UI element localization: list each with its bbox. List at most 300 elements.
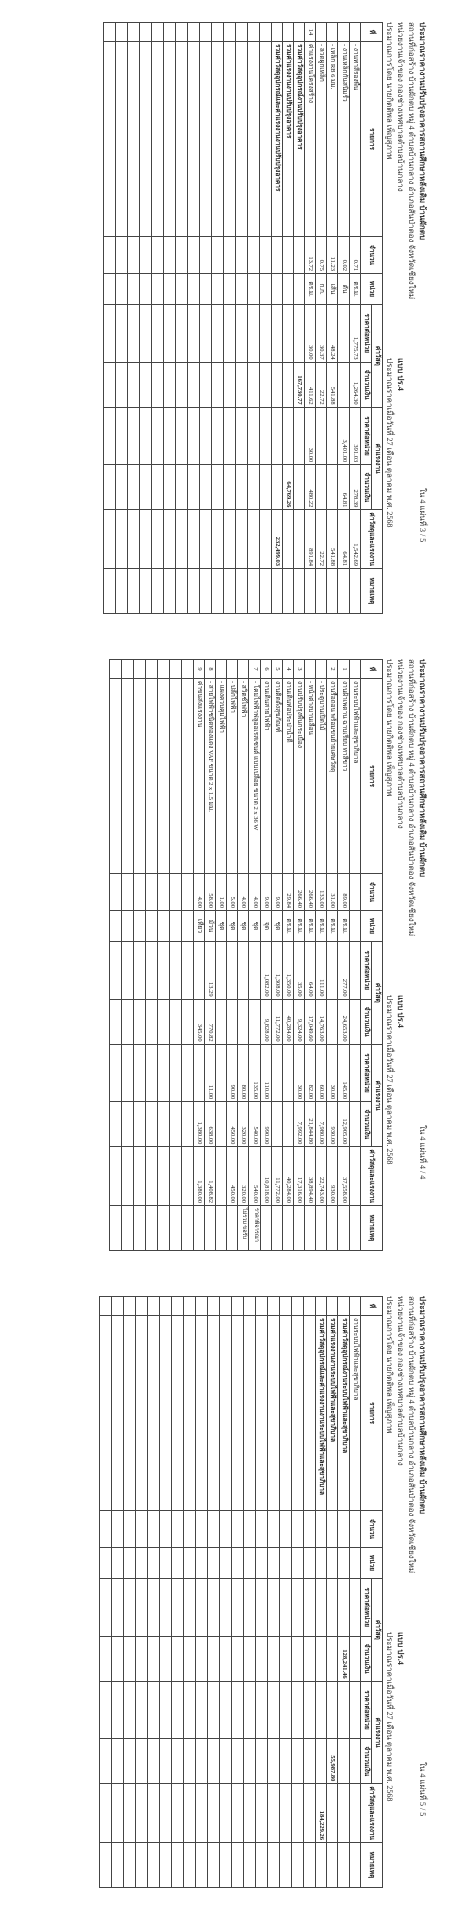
sheet-number: 5 / 5 [418,1801,427,1816]
cell-empty [115,510,127,569]
cell-l-amt [349,1738,360,1783]
cell-empty [163,305,175,363]
cell-empty [100,1636,112,1681]
rotated-sheet [15,655,435,1255]
cell-empty [127,362,139,407]
col-item: รายการ [360,1315,382,1510]
cell-empty [327,1578,338,1636]
cell-empty [160,1578,172,1636]
cell-empty [160,1547,172,1578]
cell-empty [148,1296,160,1315]
cell-empty [211,362,223,407]
cell-empty [211,274,223,305]
cell-empty [103,23,115,42]
cell-empty [256,1315,268,1510]
col-material-amount: จำนวนเงิน [360,1636,371,1681]
date-part: พ.ศ. 2568 [385,1768,394,1801]
cell-empty [187,23,199,42]
cell-l-unit: 90.00 [227,1044,238,1102]
cell-empty [124,1842,136,1887]
cell-empty [304,1547,316,1578]
header-estimator: ประมาณการโดย นายกิตติพล เพ็ญสุภาพ [385,1295,394,1433]
cell-remark [316,569,327,614]
cell-empty [148,1547,160,1578]
cell-empty [145,873,157,910]
summary-material [271,362,282,407]
cell-empty [133,678,145,873]
cell-empty [271,23,282,42]
cell-m-unit [193,941,204,999]
cell-empty [280,1510,292,1547]
cell-item: - โคมไฟฟ้าฟลูออเรสเซนต์ แบบเปลือย ขนาด 2 x 36 W [249,678,260,873]
cell-empty [196,1636,208,1681]
cell-empty [244,1547,256,1578]
cell-empty [282,237,293,274]
form-label: แบบ ปร.4 [396,1631,405,1665]
cell-m-unit: 1,308.00 [271,941,282,999]
cell-empty [223,305,235,363]
summary-total: 184,229.26 [316,1783,327,1842]
date-part: พ.ศ. 2568 [385,1131,394,1164]
cell-empty [259,237,271,274]
cell-m-unit: 13.29 [205,941,216,999]
summary-labor [271,465,282,510]
cell-unit: ตร.ม. [294,910,305,941]
col-unit: หน่วย [360,274,382,305]
summary-total [327,1783,338,1842]
cell-empty [316,1842,327,1887]
date-part: ตุลาคม [385,1741,394,1767]
cell-unit: ชุด [227,910,238,941]
cell-item: งานติดตั้งสุขภัณฑ์ [271,678,282,873]
cell-empty [175,407,187,465]
empty-row [115,23,127,614]
cell-empty [115,23,127,42]
cell-total [349,1146,360,1205]
cell-empty [121,873,133,910]
cell-empty [220,1681,232,1739]
cell-m-amt [227,999,238,1044]
cell-empty [247,274,259,305]
cell-empty [268,1783,280,1842]
cell-empty [172,1842,184,1887]
cell-qty: 11.23 [327,237,338,274]
cell-empty [220,1578,232,1636]
cell-m-amt: 770.82 [205,999,216,1044]
form-label: แบบ ปร.4 [396,994,405,1028]
cell-empty [133,910,145,941]
cell-empty [169,1205,181,1250]
cell-empty [121,1205,133,1250]
sheet-number: 3 / 5 [418,527,427,543]
cell-empty [208,1578,220,1636]
cell-remark [316,1205,327,1250]
cell-m-unit: 30.00 [305,305,316,363]
cell-empty [172,1636,184,1681]
date-part: เดือน [385,1084,394,1103]
cell-empty [235,237,247,274]
cell-no [349,23,360,42]
cell-empty [151,407,163,465]
cell-empty [136,1578,148,1636]
cell-empty [256,1842,268,1887]
sheet-count [416,1125,429,1179]
cell-empty [184,1547,196,1578]
cell-empty [100,1296,112,1315]
cell-empty [294,407,305,465]
cell-empty [199,510,211,569]
cell-empty [163,510,175,569]
cell-empty [148,1315,160,1510]
cell-empty [259,42,271,237]
cell-empty [247,23,259,42]
cell-empty [109,1146,121,1205]
table-row [282,659,293,1250]
cell-l-amt: 7,980.00 [316,1101,327,1146]
cell-item: - ลวดผูกเหล็ก [316,42,327,237]
cell-empty [294,274,305,305]
cell-empty [133,873,145,910]
cell-empty [280,1636,292,1681]
cell-empty [181,1044,193,1102]
cell-item: ค่าแรงงานโครงสร้าง [305,42,316,237]
empty-row [172,1296,184,1887]
empty-row [103,23,115,614]
cell-empty [121,941,133,999]
empty-row [139,23,151,614]
cell-empty [304,1578,316,1636]
cell-empty [247,510,259,569]
cell-empty [163,42,175,237]
cell-empty [109,1205,121,1250]
cell-empty [223,569,235,614]
cell-m-amt: 9,324.00 [294,999,305,1044]
cell-no: 6 [260,659,271,678]
empty-row [244,1296,256,1887]
summary-material [316,1636,327,1681]
cell-empty [157,659,169,678]
cell-m-unit: 1,775.73 [349,305,360,363]
cell-empty [235,510,247,569]
cell-empty [103,305,115,363]
date-part: พ.ศ. 2568 [385,494,394,528]
summary-label: รวมค่าวัสดุอุปกรณ์งานระบบไฟฟ้าและสุขาภิบาล [338,1315,349,1510]
cell-empty [175,305,187,363]
cell-empty [184,1738,196,1783]
cell-empty [256,1681,268,1739]
cell-empty [223,362,235,407]
header-owner: หน่วยงานเจ้าของ กองช่างเทศบาลตำบลบ้านกลาง [396,22,405,192]
cell-empty [280,1315,292,1510]
table-row [271,659,282,1250]
cell-empty [235,569,247,614]
cell-empty [292,1578,304,1636]
cell-m-unit [349,941,360,999]
cell-empty [139,237,151,274]
cell-unit: ตร.ม. [349,274,360,305]
cell-qty: 13.72 [305,237,316,274]
cell-empty [151,274,163,305]
empty-row [160,1296,172,1887]
cell-qty: 29.84 [282,873,293,910]
cell-l-unit: 135.00 [249,1044,260,1102]
cell-empty [199,569,211,614]
cell-empty [133,1146,145,1205]
cell-empty [256,1783,268,1842]
cell-empty [103,510,115,569]
cell-qty: 9.00 [260,873,271,910]
cell-unit: เส้น [327,274,338,305]
col-no: ที่ [360,23,382,42]
cell-no: 9 [193,659,204,678]
cell-empty [181,999,193,1044]
cell-empty [223,465,235,510]
header-place: สถานที่ก่อสร้าง บ้านผักตบ หมู่ 4 ตำบลบ้านกลาง อำเภอสันป่าตอง จังหวัดเชียงใหม่ [407,658,416,936]
cell-empty [160,1842,172,1887]
header-estimator: ประมาณการโดย นายกิตติพล เพ็ญสุภาพ [385,658,394,796]
cell-empty [100,1738,112,1783]
cell-empty [103,42,115,237]
cell-l-unit: 391.03 [349,407,360,465]
cell-l-amt: 21,844.80 [305,1101,316,1146]
cell-empty [127,465,139,510]
cell-empty [124,1636,136,1681]
cell-no [227,659,238,678]
cell-qty: 5.00 [227,873,238,910]
cell-empty [304,1315,316,1510]
sheet-count [416,488,429,542]
empty-row [220,1296,232,1887]
cell-empty [256,1547,268,1578]
cell-empty [109,678,121,873]
cell-empty [199,274,211,305]
cell-item: งานปรับปรุงพื้นกระเบื้อง [294,678,305,873]
cell-empty [292,1738,304,1783]
cell-empty [208,1681,220,1739]
cell-unit: ชุด [238,910,249,941]
cell-m-amt [249,999,260,1044]
cell-empty [163,407,175,465]
cell-empty [187,305,199,363]
cell-remark [282,1205,293,1250]
cell-empty [211,42,223,237]
cell-empty [244,1783,256,1842]
cell-remark [271,1205,282,1250]
cell-empty [175,569,187,614]
cell-empty [208,1296,220,1315]
empty-row [151,23,163,614]
cell-empty [181,1205,193,1250]
cell-empty [157,1205,169,1250]
cell-empty [244,1738,256,1783]
cell-no: 4 [282,659,293,678]
cell-empty [208,1842,220,1887]
cell-remark [349,1205,360,1250]
cell-empty [235,362,247,407]
cell-empty [235,42,247,237]
cell-total: 450.00 [227,1146,238,1205]
cell-empty [187,237,199,274]
cell-empty [112,1510,124,1547]
cell-empty [187,274,199,305]
cell-empty [280,1547,292,1578]
cell-empty [184,1636,196,1681]
header-place: สถานที่ก่อสร้าง บ้านผักตบ หมู่ 4 ตำบลบ้านกลาง อำเภอสันป่าตอง จังหวัดเชียงใหม่ [407,1295,416,1573]
cell-l-amt [271,1101,282,1146]
cell-m-unit: 277.00 [338,941,349,999]
cell-empty [112,1738,124,1783]
empty-row [223,23,235,614]
sheet-number: 4 / 4 [418,1164,427,1179]
cell-empty [169,910,181,941]
cell-empty [184,1681,196,1739]
cell-empty [124,1510,136,1547]
cell-empty [327,1842,338,1887]
cell-empty [327,1510,338,1547]
col-material-unit-price: ราคาต่อหน่วย [360,941,371,999]
cell-total: 22,743.00 [316,1146,327,1205]
cell-empty [175,510,187,569]
cell-empty [256,1578,268,1636]
cell-empty [157,1044,169,1102]
cell-empty [184,1578,196,1636]
col-remark: หมายเหตุ [360,569,382,614]
cell-empty [112,1315,124,1510]
cell-empty [268,1315,280,1510]
table-row [349,1296,360,1887]
cell-empty [223,237,235,274]
cell-m-unit [238,941,249,999]
empty-row [181,659,193,1250]
cell-item: - งานเหล็กกันสนิมรั้ว [338,42,349,237]
cell-empty [151,23,163,42]
cell-empty [244,1510,256,1547]
summary-row [271,23,282,614]
cell-item: งานเดินท่อประปาน้ำดี [282,678,293,873]
cell-empty [232,1296,244,1315]
cell-qty: 9.00 [271,873,282,910]
sheet-count-label: ใน 4 แผ่นที่ [418,1761,427,1800]
table-row [338,23,349,614]
cell-empty [280,1578,292,1636]
cell-empty [292,1315,304,1510]
cell-empty [294,23,305,42]
cell-empty [175,362,187,407]
cell-empty [136,1315,148,1510]
cell-empty [172,1681,184,1739]
cell-l-unit [327,407,338,465]
date-part: ตุลาคม [385,1104,394,1130]
cell-m-unit: 30.37 [316,305,327,363]
table-row [238,659,249,1250]
estimate-date [383,1632,396,1801]
cell-empty [148,1783,160,1842]
cell-empty [259,362,271,407]
cell-m-unit: 35.00 [294,941,305,999]
summary-material [282,362,293,407]
cell-empty [109,941,121,999]
cell-empty [121,1044,133,1102]
cell-empty [151,237,163,274]
cell-no: 3 [294,659,305,678]
cell-empty [232,1783,244,1842]
cell-unit: ตัน [338,274,349,305]
cell-empty [121,1146,133,1205]
cell-item: - แผงควบคุมไฟฟ้า [216,678,227,873]
col-labor-amount: จำนวนเงิน [360,1101,371,1146]
summary-row [338,1296,349,1887]
cell-empty [136,1681,148,1739]
summary-label: รวมค่าแรงงานงานระบบไฟฟ้าและสุขาภิบาล [327,1315,338,1510]
col-unit: หน่วย [360,910,382,941]
cell-empty [232,1578,244,1636]
cell-l-unit: 60.00 [316,1044,327,1102]
empty-row [247,23,259,614]
cell-m-unit: 1,350.00 [282,941,293,999]
cell-empty [232,1315,244,1510]
cell-empty [211,569,223,614]
cell-empty [282,407,293,465]
cell-empty [103,407,115,465]
cell-l-unit [349,1681,360,1739]
empty-row [235,23,247,614]
form-label: แบบ ปร.4 [396,358,405,391]
empty-row [208,1296,220,1887]
empty-row [136,1296,148,1887]
cell-empty [169,659,181,678]
cell-unit: เที่ยว [193,910,204,941]
cell-l-amt: 450.00 [227,1101,238,1146]
cell-empty [294,569,305,614]
col-qty: จำนวน [360,873,382,910]
cell-qty: 89.00 [338,873,349,910]
cell-empty [184,1315,196,1510]
cell-empty [184,1510,196,1547]
cell-m-amt [349,1636,360,1681]
col-material-unit-price: ราคาต่อหน่วย [360,1578,371,1636]
cell-empty [208,1547,220,1578]
cell-l-amt: 540.00 [249,1101,260,1146]
col-material: ค่าวัสดุ [371,1578,382,1681]
cell-remark [227,1205,238,1250]
cell-l-unit: 30.00 [327,1044,338,1102]
cell-empty [100,1842,112,1887]
table-row [305,659,316,1250]
cell-empty [280,1296,292,1315]
cell-empty [211,305,223,363]
cell-empty [145,941,157,999]
cell-empty [220,1547,232,1578]
cell-total: 1,542.69 [349,510,360,569]
col-total: ค่าวัสดุและแรงงาน [360,1783,382,1842]
cell-empty [220,1636,232,1681]
cell-item: งานรื้อถอน พร้อมขนย้ายเศษวัสดุ [327,678,338,873]
cell-item: - ประตูบานเปิดไม้ [316,678,327,873]
summary-row [316,1296,327,1887]
cell-empty [232,1738,244,1783]
cell-empty [163,23,175,42]
cell-empty [163,274,175,305]
cell-empty [145,1205,157,1250]
cell-empty [259,274,271,305]
cell-no [349,1296,360,1315]
cell-empty [115,42,127,237]
cell-empty [223,42,235,237]
empty-row [124,1296,136,1887]
cell-empty [127,237,139,274]
cell-empty [115,274,127,305]
cell-empty [148,1681,160,1739]
